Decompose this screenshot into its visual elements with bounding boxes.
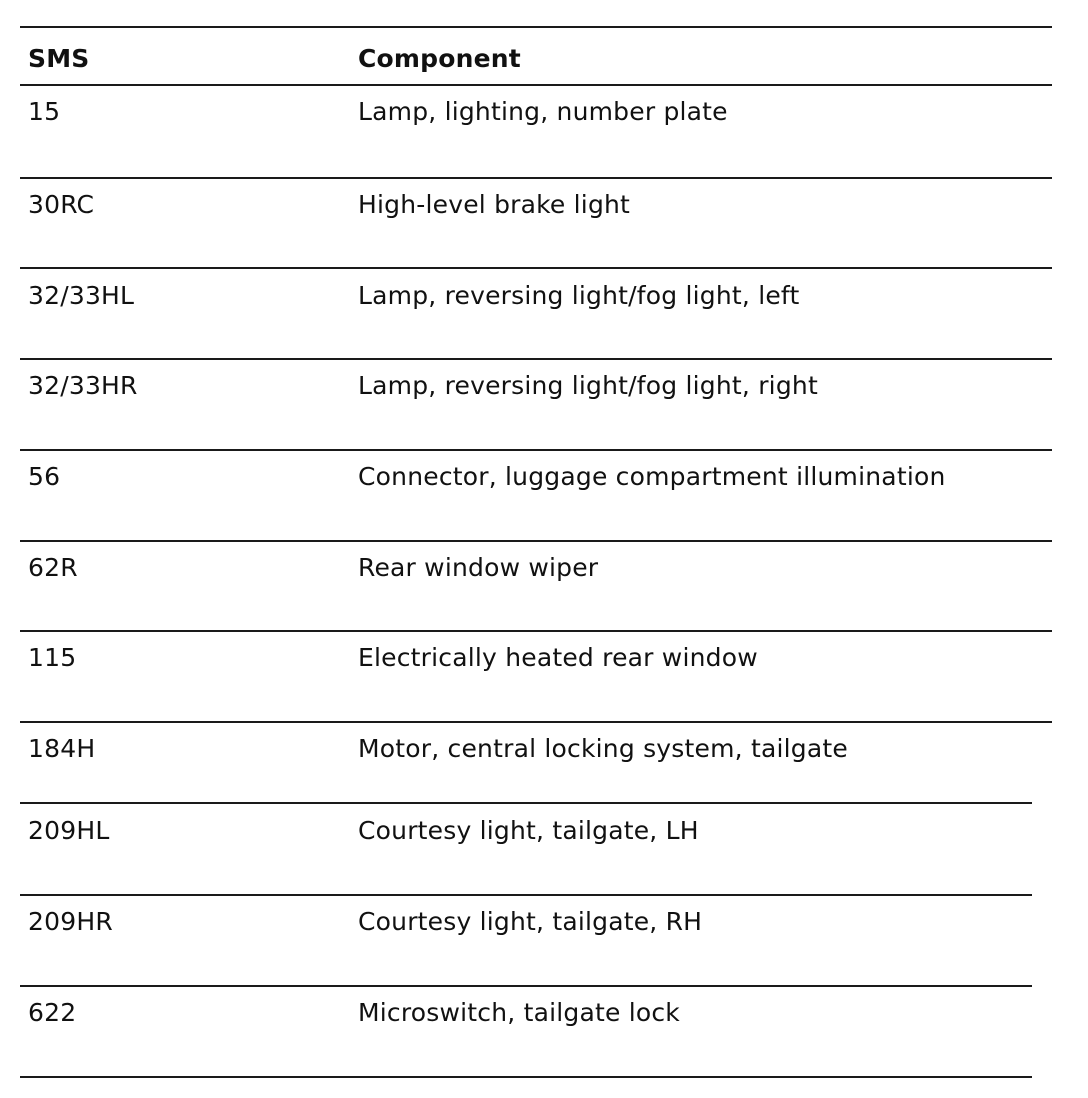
component-name: Connector, luggage compartment illumination [358, 462, 946, 491]
row-divider [20, 894, 1032, 896]
component-name: Lamp, lighting, number plate [358, 97, 728, 126]
table-bottom-rule [20, 1076, 1032, 1078]
sms-code: 62R [28, 553, 78, 582]
row-divider [20, 358, 1052, 360]
component-name: Microswitch, tailgate lock [358, 998, 680, 1027]
component-name: Lamp, reversing light/fog light, right [358, 371, 818, 400]
component-name: Courtesy light, tailgate, RH [358, 907, 703, 936]
sms-code: 209HR [28, 907, 113, 936]
sms-code: 15 [28, 97, 61, 126]
row-divider [20, 630, 1052, 632]
row-divider [20, 267, 1052, 269]
component-name: Rear window wiper [358, 553, 599, 582]
row-divider [20, 449, 1052, 451]
component-name: High-level brake light [358, 190, 631, 219]
sms-code: 209HL [28, 816, 110, 845]
sms-code: 56 [28, 462, 61, 491]
row-divider [20, 540, 1052, 542]
row-divider [20, 721, 1052, 723]
sms-code: 30RC [28, 190, 95, 219]
row-divider [20, 177, 1052, 179]
sms-code: 184H [28, 734, 96, 763]
row-divider [20, 985, 1032, 987]
component-name: Courtesy light, tailgate, LH [358, 816, 699, 845]
component-name: Motor, central locking system, tailgate [358, 734, 848, 763]
column-header-sms: SMS [28, 44, 90, 73]
sms-code: 622 [28, 998, 77, 1027]
component-name: Electrically heated rear window [358, 643, 758, 672]
sms-code: 32/33HR [28, 371, 138, 400]
component-name: Lamp, reversing light/fog light, left [358, 281, 800, 310]
sms-code: 115 [28, 643, 77, 672]
header-bottom-rule [20, 84, 1052, 86]
sms-code: 32/33HL [28, 281, 135, 310]
column-header-component: Component [358, 44, 521, 73]
row-divider [20, 802, 1032, 804]
table-top-rule [20, 26, 1052, 28]
